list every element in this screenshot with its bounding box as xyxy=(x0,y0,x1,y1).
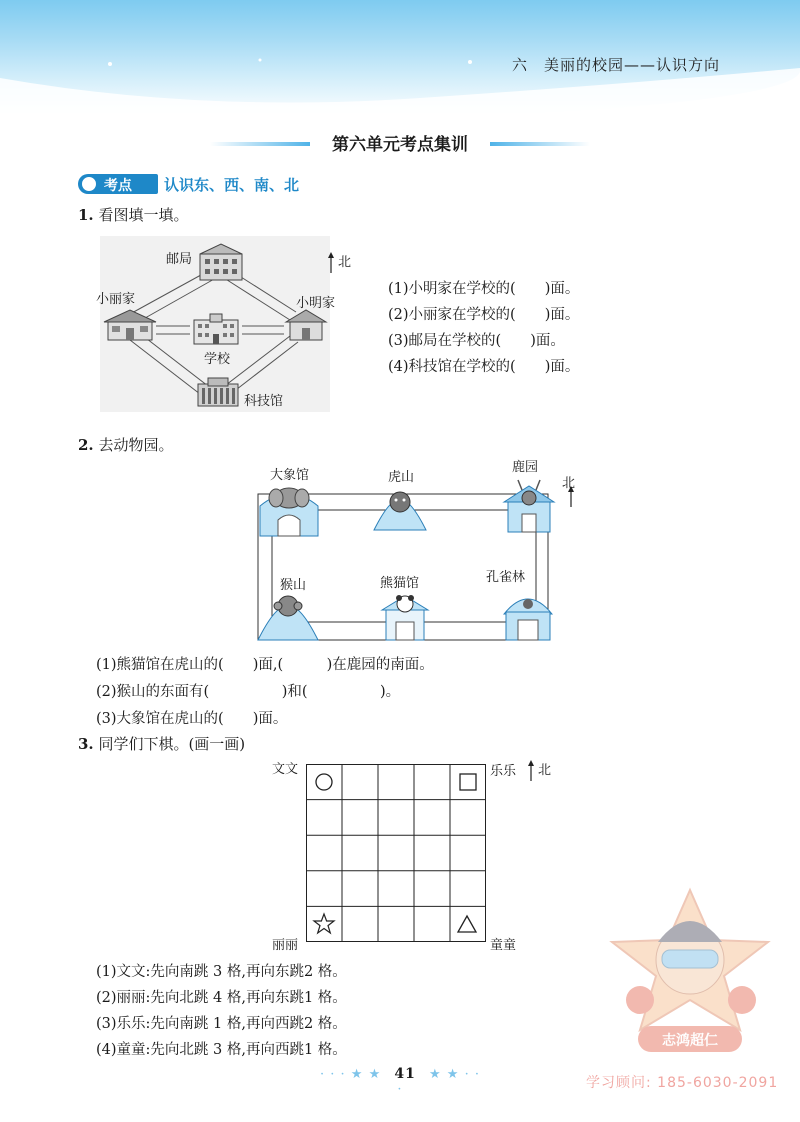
section-title-row xyxy=(210,130,590,154)
chess-grid[interactable] xyxy=(306,764,486,942)
q3-line-2: (2)丽丽:先向北跳 4 格,再向东跳1 格。 xyxy=(96,990,347,1006)
school-building-icon xyxy=(192,312,240,346)
map-label-post: 邮局 xyxy=(166,252,193,267)
chapter-title: 六 美丽的校园——认识方向 xyxy=(512,56,721,74)
grid-corner-bottom-right: 童童 xyxy=(490,938,517,953)
map-label-science: 科技馆 xyxy=(244,394,284,409)
q2-line-2: (2)猴山的东面有( )和( )。 xyxy=(96,684,401,700)
tiger-mountain-icon xyxy=(372,486,428,532)
kaodian-badge xyxy=(78,174,158,194)
q3-line-3: (3)乐乐:先向南跳 1 格,再向西跳2 格。 xyxy=(96,1016,347,1032)
north-arrow-icon xyxy=(326,252,336,274)
mascot-badge-text: 志鸿超仁 xyxy=(662,1033,718,1049)
section-title: 第六单元考点集训 xyxy=(332,135,468,155)
zoo-label-peacock: 孔雀林 xyxy=(486,570,526,585)
globe-icon xyxy=(80,175,98,193)
xiaoli-house-icon xyxy=(102,306,158,342)
q1-map xyxy=(96,236,336,412)
zoo-label-panda: 熊猫馆 xyxy=(380,576,420,591)
map-label-xiaoming: 小明家 xyxy=(296,296,336,311)
zoo-label-monkey: 猴山 xyxy=(280,578,307,593)
q1-line-1: (1)小明家在学校的( )面。 xyxy=(388,281,580,297)
post-office-building-icon xyxy=(196,242,246,282)
peacock-forest-icon xyxy=(500,584,556,642)
grid-corner-bottom-left: 丽丽 xyxy=(272,938,299,953)
q2-heading xyxy=(78,434,173,455)
kaodian-topic: 认识东、西、南、北 xyxy=(164,176,300,194)
grid-corner-top-left: 文文 xyxy=(272,762,299,777)
q2-text: 去动物园。 xyxy=(98,436,174,454)
science-museum-building-icon xyxy=(196,376,240,408)
page-footer xyxy=(320,1066,480,1097)
q3-number: 3. xyxy=(78,735,94,753)
title-bar-left xyxy=(210,142,310,146)
q1-north-label: 北 xyxy=(338,255,352,270)
circle-piece-icon xyxy=(314,772,334,792)
monkey-mountain-icon xyxy=(256,588,320,642)
mascot-watermark-icon xyxy=(600,880,780,1070)
q3-line-1: (1)文文:先向南跳 3 格,再向东跳2 格。 xyxy=(96,964,347,980)
q2-north-label: 北 xyxy=(562,476,576,491)
q2-line-3: (3)大象馆在虎山的( )面。 xyxy=(96,711,288,727)
grid-corner-top-right: 乐乐 xyxy=(490,764,517,779)
footer-stars-right: ★ ★ · · · xyxy=(397,1067,480,1097)
elephant-house-icon xyxy=(256,482,322,538)
page-number: 41 xyxy=(394,1066,416,1082)
footer-stars-left: · · · ★ ★ xyxy=(320,1067,382,1082)
zoo-label-elephant: 大象馆 xyxy=(270,468,310,483)
triangle-piece-icon xyxy=(456,914,478,934)
north-arrow-icon xyxy=(526,760,536,782)
title-bar-right xyxy=(490,142,590,146)
xiaoming-house-icon xyxy=(284,308,328,342)
star-piece-icon xyxy=(312,912,336,936)
zoo-label-tiger: 虎山 xyxy=(388,470,415,485)
q1-number: 1. xyxy=(78,206,94,224)
square-piece-icon xyxy=(458,772,478,792)
q3-line-4: (4)童童:先向北跳 3 格,再向西跳1 格。 xyxy=(96,1042,347,1058)
kaodian-label: 考点 xyxy=(104,178,132,194)
q3-heading xyxy=(78,733,245,754)
q1-heading xyxy=(78,204,188,225)
q1-text: 看图填一填。 xyxy=(98,206,189,224)
q2-line-1: (1)熊猫馆在虎山的( )面,( )在鹿园的南面。 xyxy=(96,657,434,673)
q1-line-2: (2)小丽家在学校的( )面。 xyxy=(388,307,580,323)
panda-house-icon xyxy=(380,590,430,642)
deer-park-icon xyxy=(502,476,556,534)
q2-number: 2. xyxy=(78,436,94,454)
q1-line-4: (4)科技馆在学校的( )面。 xyxy=(388,359,580,375)
map-label-xiaoli: 小丽家 xyxy=(96,292,136,307)
q3-north-label: 北 xyxy=(538,763,552,778)
q1-line-3: (3)邮局在学校的( )面。 xyxy=(388,333,565,349)
zoo-label-deer: 鹿园 xyxy=(512,460,539,475)
map-label-school: 学校 xyxy=(204,352,231,367)
watermark-contact: 学习顾问: 185-6030-2091 xyxy=(586,1075,779,1091)
q3-text: 同学们下棋。(画一画) xyxy=(98,735,246,753)
